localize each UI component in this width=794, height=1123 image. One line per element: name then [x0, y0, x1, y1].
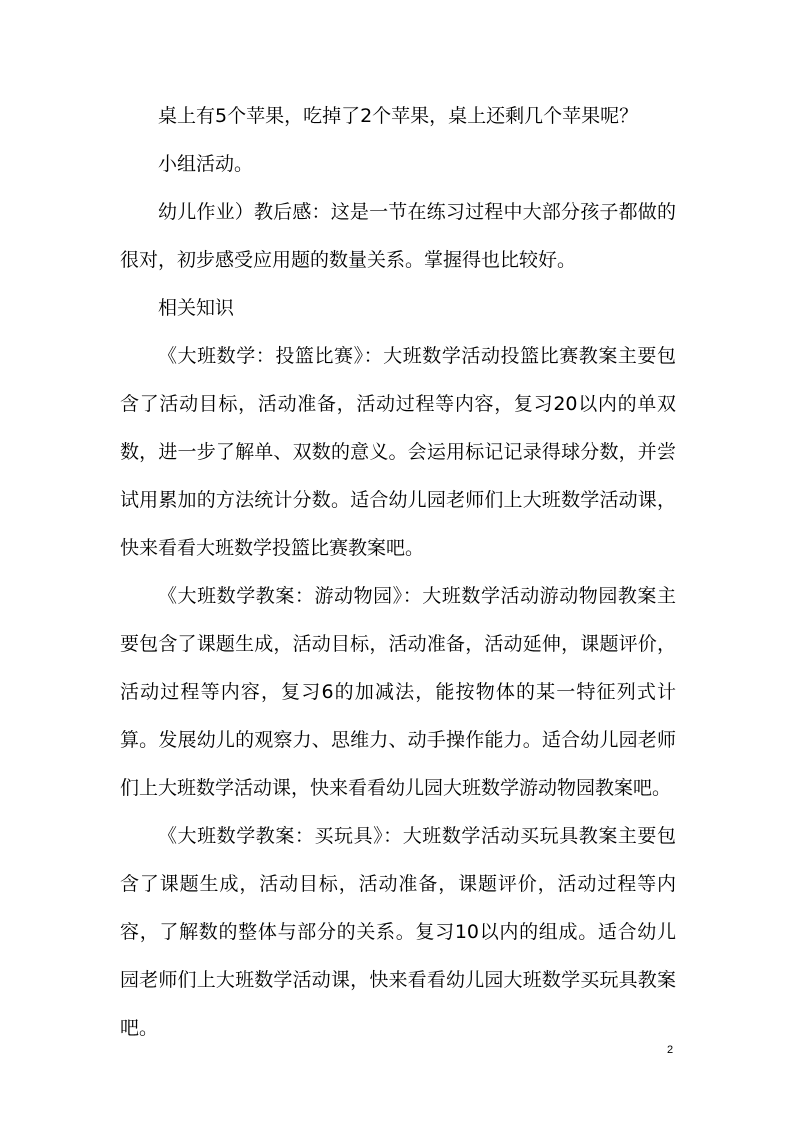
- section-heading-related-knowledge: 相关知识: [158, 297, 235, 319]
- paragraph-zoo-lesson: 《大班数学教案：游动物园》：大班数学活动游动物园教案主要包含了课题生成，活动目标，活动准备，活动延伸，课题评价，活动过程等内容，复习6的加减法，能按物体的某一特征列式计算。发展幼儿的观察力、思维力、动手操作能力。适合幼儿园老师们上大班数学活动课，快来看看幼儿园大班数学游动物园教案吧。: [120, 585, 676, 799]
- paragraph-question: 桌上有5个苹果，吃掉了2个苹果，桌上还剩几个苹果呢？: [158, 105, 639, 127]
- paragraph-reflection: 幼儿作业）教后感：这是一节在练习过程中大部分孩子都做的很对，初步感受应用题的数量关系。掌握得也比较好。: [120, 201, 676, 271]
- paragraph-group-activity: 小组活动。: [158, 153, 254, 175]
- paragraph-basketball-lesson: 《大班数学：投篮比赛》：大班数学活动投篮比赛教案主要包含了活动目标，活动准备，活动过程等内容，复习20以内的单双数，进一步了解单、双数的意义。会运用标记记录得球分数，并尝试用累加的方法统计分数。适合幼儿园老师们上大班数学活动课，快来看看大班数学投篮比赛教案吧。: [120, 345, 676, 559]
- document-body: [120, 92, 676, 1052]
- paragraph-toy-lesson: 《大班数学教案：买玩具》：大班数学活动买玩具教案主要包含了课题生成，活动目标，活动准备，课题评价，活动过程等内容，了解数的整体与部分的关系。复习10以内的组成。适合幼儿园老师们上大班数学活动课，快来看看幼儿园大班数学买玩具教案吧。: [120, 825, 676, 1039]
- page-number: 2: [667, 1044, 674, 1056]
